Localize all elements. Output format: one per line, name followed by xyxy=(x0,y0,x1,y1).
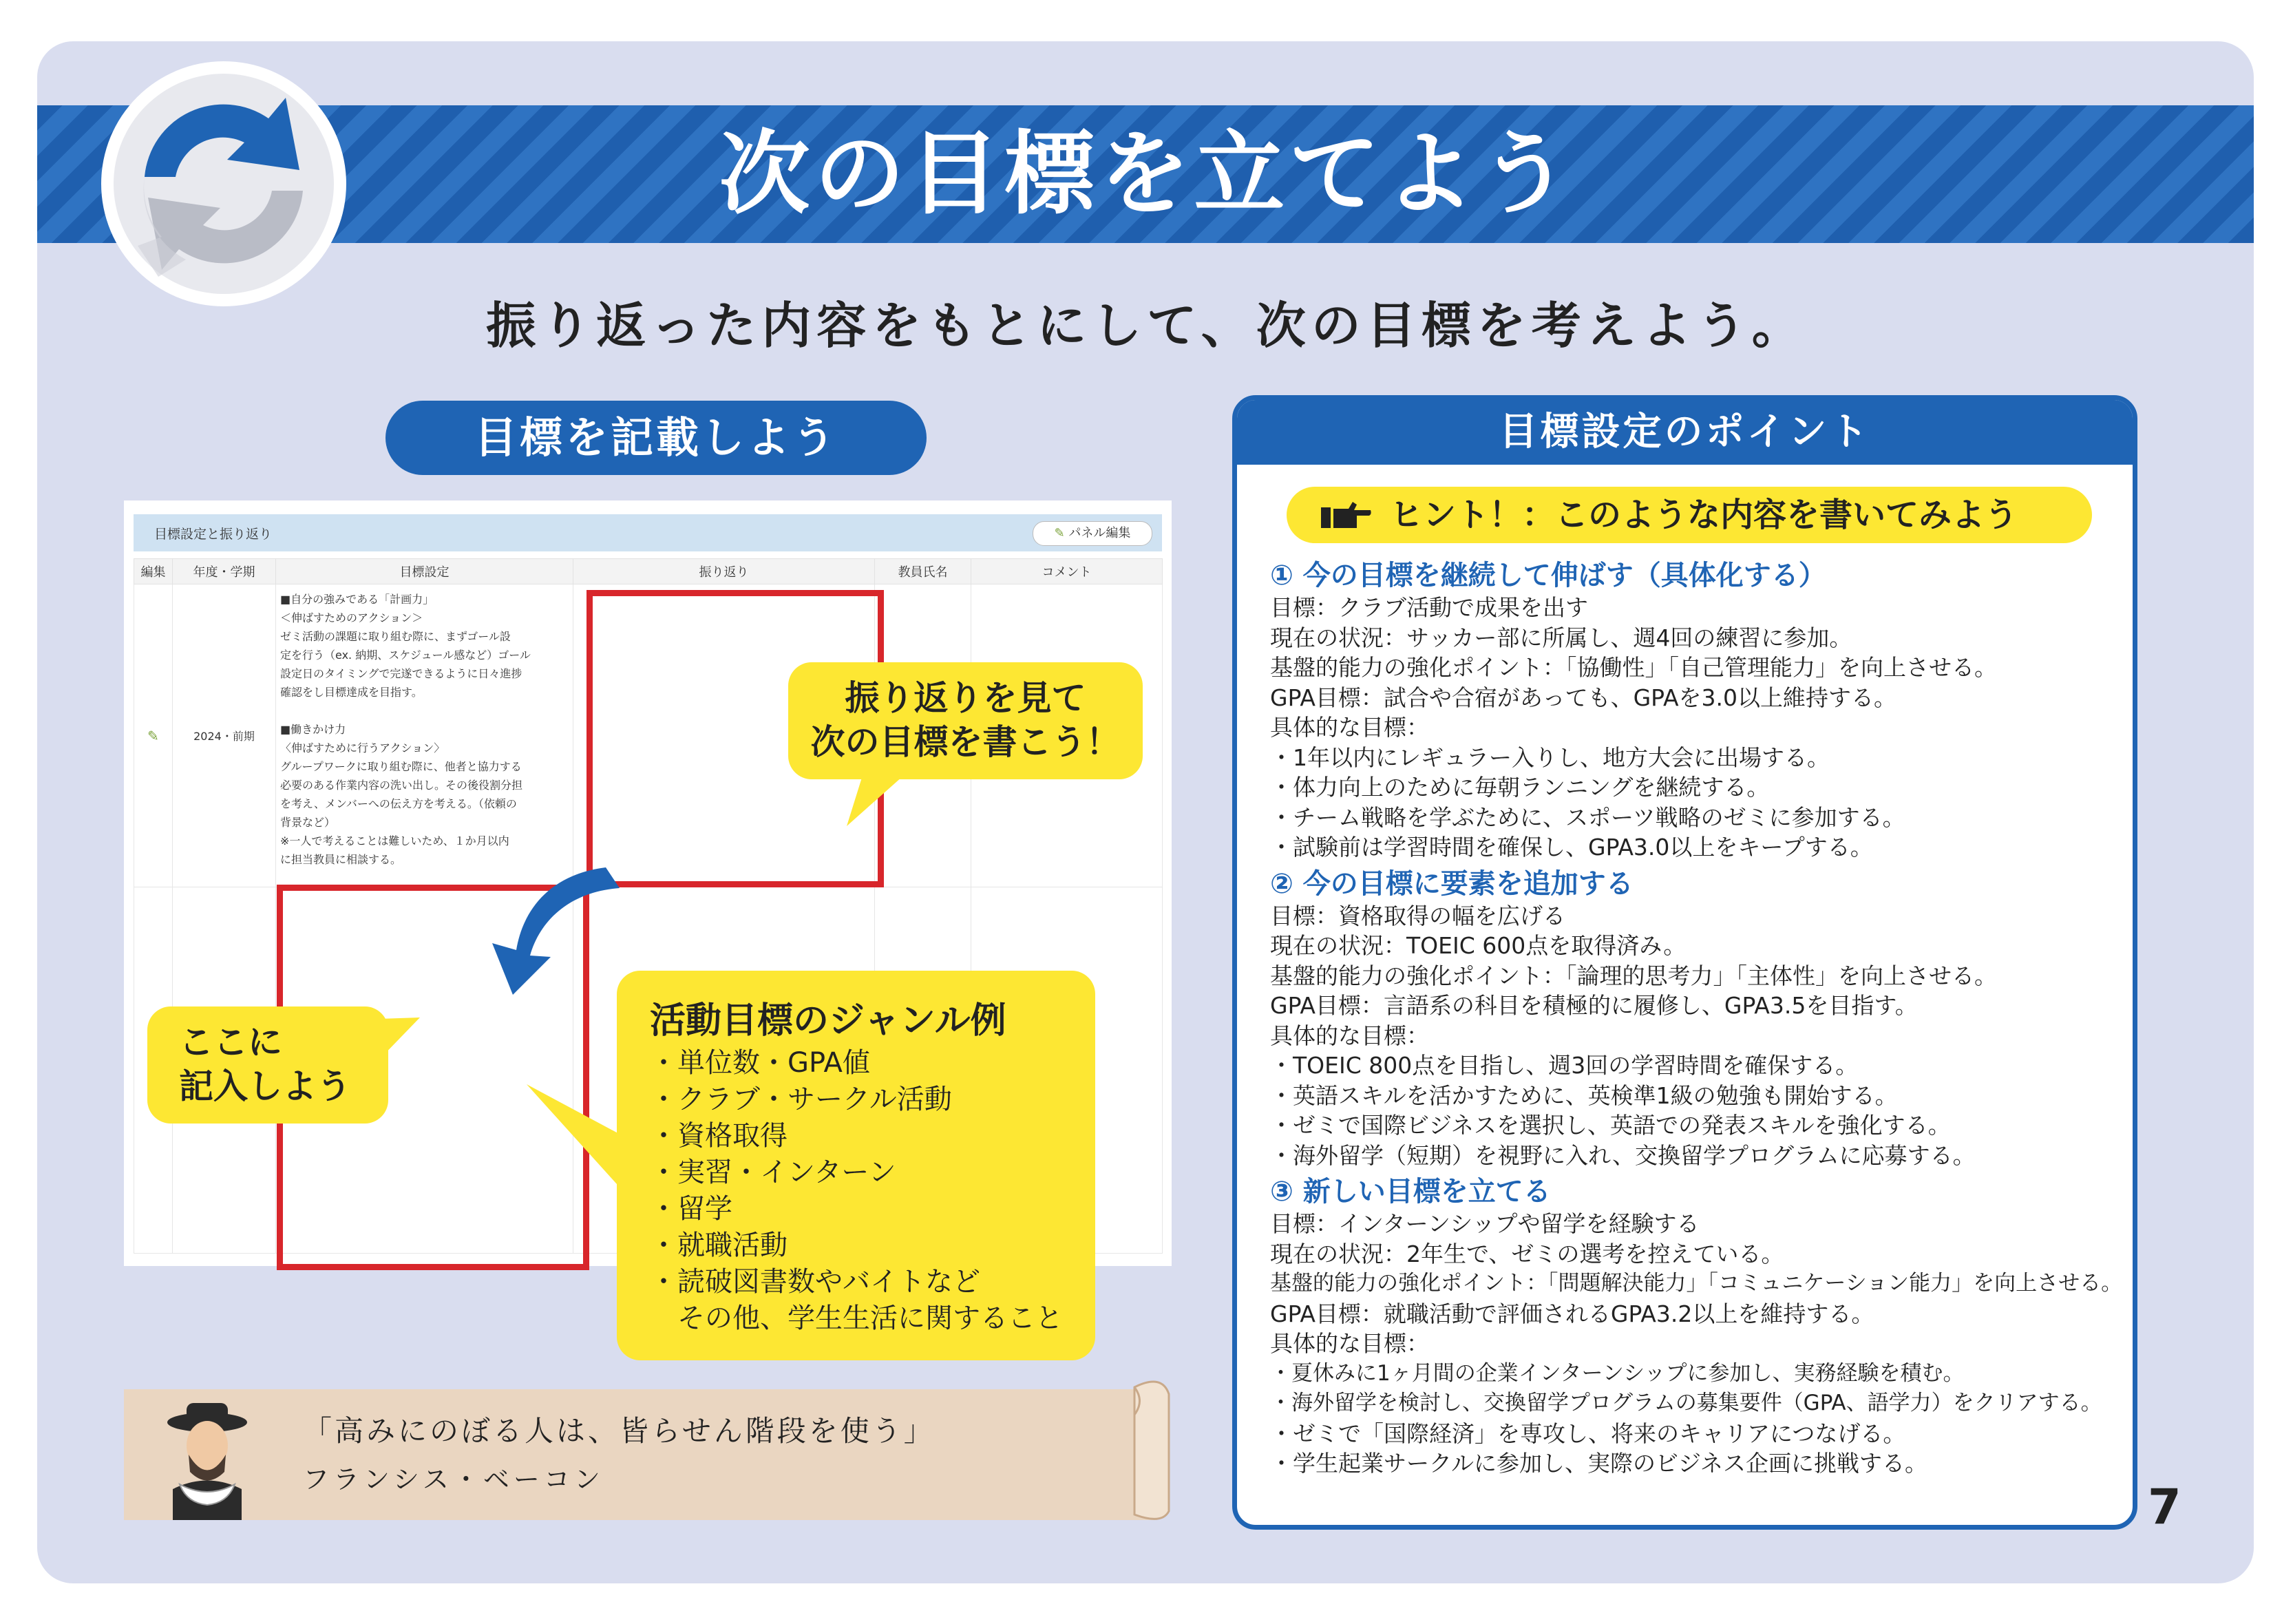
bubble-tail-reflect xyxy=(847,771,909,826)
col-header-edit: 編集 xyxy=(134,559,173,584)
page-title: 次の目標を立てよう xyxy=(719,121,1574,227)
section-line: 現在の状況：TOEIC 600点を取得済み。 xyxy=(1270,932,1687,959)
section-line: ・海外留学（短期）を視野に入れ、交換留学プログラムに応募する。 xyxy=(1270,1141,1976,1169)
section-line: GPA目標：就職活動で評価されるGPA3.2以上を維持する。 xyxy=(1270,1300,1874,1327)
panel-edit-label: パネル編集 xyxy=(1068,526,1131,540)
section-line: 現在の状況：サッカー部に所属し、週4回の練習に参加。 xyxy=(1270,624,1852,651)
section-line: 目標：クラブ活動で成果を出す xyxy=(1270,594,1588,621)
list-item: ・就職活動 xyxy=(650,1230,788,1261)
panel-title: 目標設定と振り返り xyxy=(154,527,273,542)
section-line: ・学生起業サークルに参加し、実際のビジネス企画に挑戦する。 xyxy=(1270,1450,1928,1477)
section-line: 基盤的能力の強化ポイント：「協働性」「自己管理能力」を向上させる。 xyxy=(1270,654,1997,681)
row-goal-text: ■自分の強みである「計画力」 ＜伸ばすためのアクション＞ ゼミ活動の課題に取り組む際に、まずゴール設 定を行う（ex. 納期、スケジュール感など）ゴール 設定日のタイミングで完遂できるように日々進捗 確認をし目標達成を目指す。 ■働きかけ力 〈伸ばすために行うアクション〉 グループワークに取り組む際に、他者と協力する 必要のある作業内容の洗い出し。その後役割分担 を考え、メンバーへの伝え方を考える。（依頼の 背景など） ※一人で考えることは難しいため、１か月以内 に担当教員に相談する。 xyxy=(276,584,573,887)
section-line: GPA目標：言語系の科目を積極的に履修し、GPA3.5を目指す。 xyxy=(1270,992,1918,1019)
quote-text: 「高みにのぼる人は、皆らせん階段を使う」 xyxy=(303,1414,936,1448)
section-line: 目標：インターンシップや留学を経験する xyxy=(1270,1210,1700,1237)
section-title-new: ③ 新しい目標を立てる xyxy=(1270,1176,1551,1208)
genre-title: 活動目標のジャンル例 xyxy=(650,1000,1006,1042)
francis-bacon-portrait-icon xyxy=(162,1396,252,1520)
section-line: ・1年以内にレギュラー入りし、地方大会に出場する。 xyxy=(1270,744,1830,771)
pencil-icon[interactable]: ✎ xyxy=(147,727,159,744)
hint-text: ヒント！：このような内容を書いてみよう xyxy=(1390,496,2018,534)
list-item: ・留学 xyxy=(650,1193,732,1225)
goal-points-panel xyxy=(1232,395,2137,1530)
section-line: ・英語スキルを活かすために、英検準1級の勉強も開始する。 xyxy=(1270,1082,1898,1109)
page-subtitle: 振り返った内容をもとにして、次の目標を考えよう。 xyxy=(486,297,1807,355)
section-line: 基盤的能力の強化ポイント：「問題解決能力」「コミュニケーション能力」を向上させる。 xyxy=(1270,1271,2123,1296)
bubble-here-line1: ここに xyxy=(179,1022,282,1062)
page-number: 7 xyxy=(2148,1479,2181,1535)
col-header-comment: コメント xyxy=(971,559,1163,584)
section-line: ・ゼミで「国際経済」を専攻し、将来のキャリアにつなげる。 xyxy=(1270,1420,1906,1447)
section-line: GPA目標：試合や合宿があっても、GPAを3.0以上維持する。 xyxy=(1270,684,1897,711)
section-line: ・体力向上のために毎朝ランニングを継続する。 xyxy=(1270,774,1770,801)
list-item: その他、学生生活に関すること xyxy=(650,1303,1063,1334)
bubble-reflect-line1: 振り返りを見て xyxy=(845,678,1086,718)
quote-banner xyxy=(124,1389,1156,1520)
col-header-goal: 目標設定 xyxy=(276,559,573,584)
list-item: ・資格取得 xyxy=(650,1120,788,1152)
bubble-here-line2: 記入しよう xyxy=(179,1066,351,1106)
list-item: ・単位数・GPA値 xyxy=(650,1047,870,1079)
list-item: ・読破図書数やバイトなど xyxy=(650,1266,980,1298)
section-line: ・海外留学を検討し、交換留学プログラムの募集要件（GPA、語学力）をクリアする。 xyxy=(1270,1391,2102,1415)
list-item: ・実習・インターン xyxy=(650,1157,896,1188)
hint-banner xyxy=(1287,487,2092,543)
section-line: 具体的な目標： xyxy=(1270,714,1429,741)
list-item: ・クラブ・サークル活動 xyxy=(650,1084,952,1115)
bubble-tail-genre xyxy=(527,1084,623,1191)
quote-author: フランシス・ベーコン xyxy=(303,1464,604,1495)
section-line: ・ゼミで国際ビジネスを選択し、英語での発表スキルを強化する。 xyxy=(1270,1112,1951,1139)
section-line: 具体的な目標： xyxy=(1270,1022,1429,1049)
goal-points-title: 目標設定のポイント xyxy=(1237,400,2133,465)
section-title-continue: ① 今の目標を継続して伸ばす（具体化する） xyxy=(1270,560,1826,591)
genre-list xyxy=(650,1045,1063,1337)
section-line: ・チーム戦略を学ぶために、スポーツ戦略のゼミに参加する。 xyxy=(1270,803,1905,831)
goal-sections xyxy=(1270,558,2131,1479)
row-term: 2024・前期 xyxy=(173,584,276,887)
bubble-reflect xyxy=(788,662,1143,779)
section-title-add: ② 今の目標に要素を追加する xyxy=(1270,867,1634,900)
scroll-roll-icon xyxy=(1121,1373,1176,1525)
section-line: ・夏休みに1ヶ月間の企業インターンシップに参加し、実務経験を積む。 xyxy=(1270,1360,1965,1386)
section-line: ・TOEIC 800点を目指し、週3回の学習時間を確保する。 xyxy=(1270,1052,1859,1079)
col-header-term: 年度・学期 xyxy=(173,559,276,584)
arrow-down-icon xyxy=(492,867,620,995)
section-line: 目標：資格取得の幅を広げる xyxy=(1270,902,1565,929)
pencil-icon: ✎ xyxy=(1054,526,1065,540)
section-pill-write-goal: 目標を記載しよう xyxy=(385,401,927,475)
section-line: 基盤的能力の強化ポイント：「論理的思考力」「主体性」を向上させる。 xyxy=(1270,962,1997,989)
pointing-hand-icon xyxy=(1321,500,1372,531)
col-header-teacher: 教員氏名 xyxy=(875,559,971,584)
section-line: ・試験前は学習時間を確保し、GPA3.0以上をキープする。 xyxy=(1270,834,1873,861)
col-header-reflection: 振り返り xyxy=(573,559,875,584)
section-line: 具体的な目標： xyxy=(1270,1330,1429,1357)
bubble-write-here xyxy=(147,1006,388,1124)
bubble-reflect-line2: 次の目標を書こう！ xyxy=(810,722,1121,762)
genre-examples-box xyxy=(617,971,1095,1360)
section-line: 現在の状況：2年生で、ゼミの選考を控えている。 xyxy=(1270,1240,1784,1267)
